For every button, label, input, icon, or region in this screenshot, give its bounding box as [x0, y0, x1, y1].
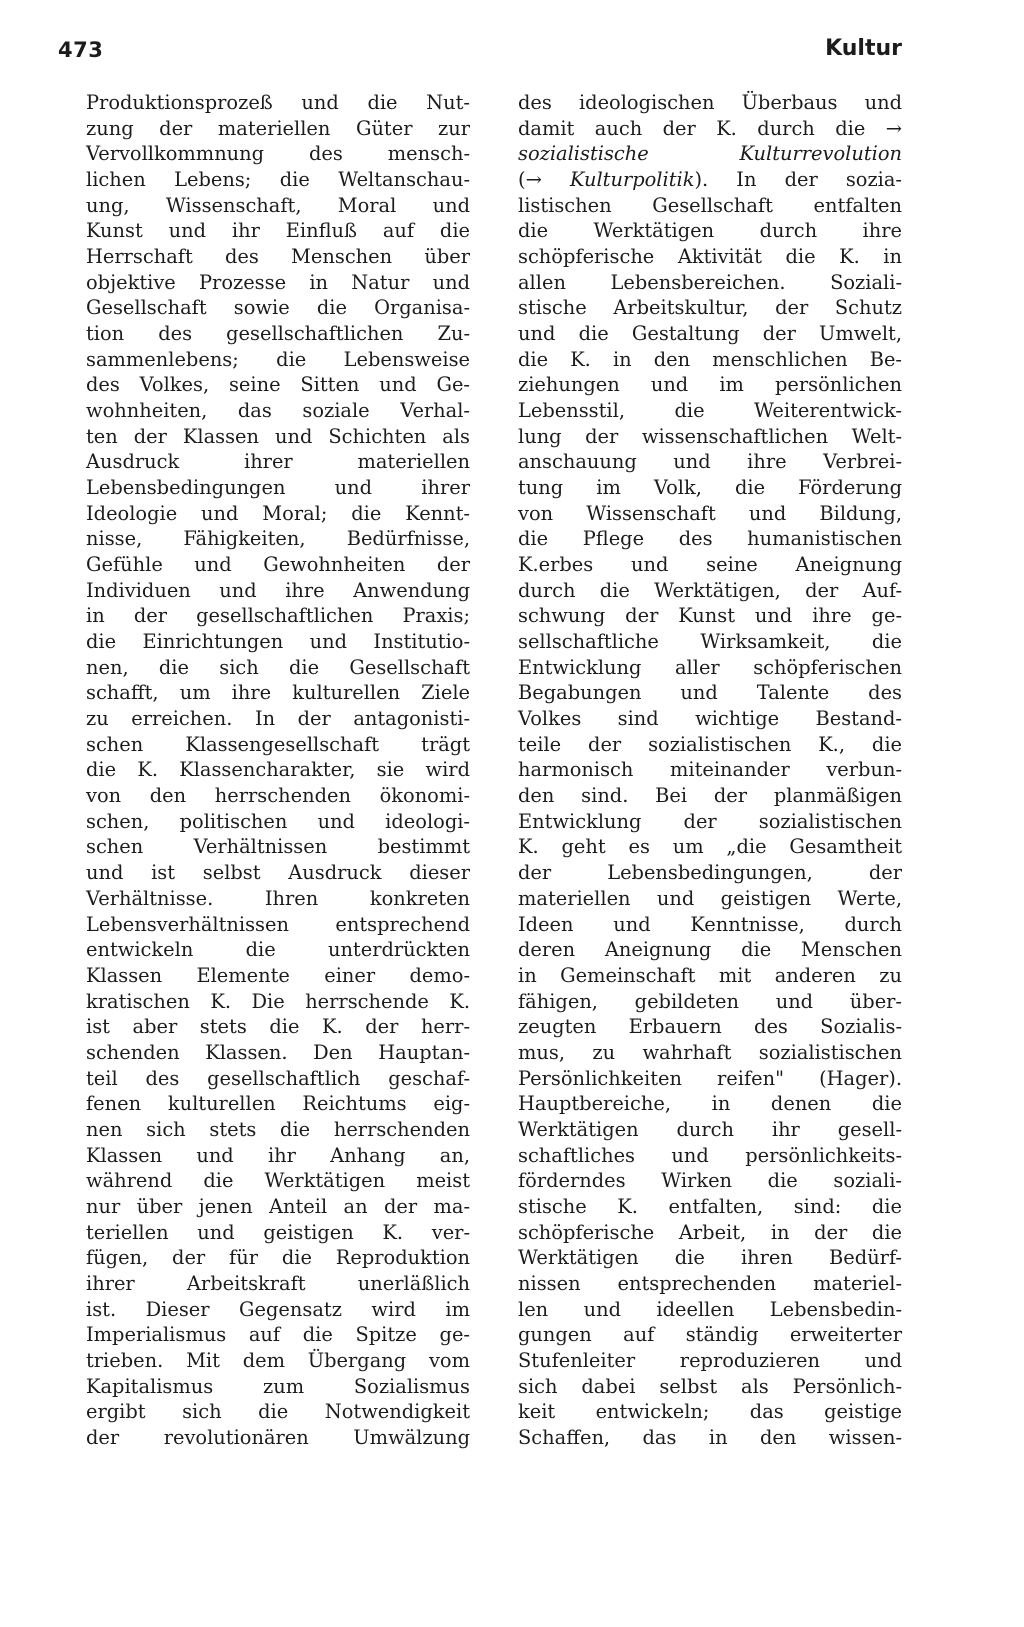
- text-line: lichen Lebens; die Weltanschau-: [86, 168, 470, 192]
- text-line: len und ideellen Lebensbedin-: [518, 1297, 902, 1321]
- text-line: schöpferische Aktivität die K. in: [518, 245, 902, 269]
- text-line: von den herrschenden ökonomi-: [86, 784, 470, 808]
- text-line: des Volkes, seine Sitten und Ge-: [86, 373, 470, 397]
- text-line: materiellen und geistigen Werte,: [518, 886, 902, 910]
- text-line: während die Werktätigen meist: [86, 1169, 470, 1193]
- text-line: nisse, Fähigkeiten, Bedürfnisse,: [86, 527, 470, 551]
- page-number: 473: [58, 38, 104, 62]
- text-line: schen, politischen und ideologi-: [86, 809, 470, 833]
- text-line: der Lebensbedingungen, der: [518, 861, 902, 885]
- text-line: zu erreichen. In der antagonisti-: [86, 707, 470, 731]
- text-line: die K. in den menschlichen Be-: [518, 347, 902, 371]
- text-line: listischen Gesellschaft entfalten: [518, 193, 902, 217]
- text-line: wohnheiten, das soziale Verhal-: [86, 399, 470, 423]
- left-column: [86, 90, 470, 1451]
- text-line: ist. Dieser Gegensatz wird im: [86, 1297, 470, 1321]
- text-line: Herrschaft des Menschen über: [86, 245, 470, 269]
- text-line: und die Gestaltung der Umwelt,: [518, 322, 902, 346]
- text-line: ihrer Arbeitskraft unerläßlich: [86, 1271, 470, 1295]
- text-line: deren Aneignung die Menschen: [518, 938, 902, 962]
- text-line: Hauptbereiche, in denen die: [518, 1092, 902, 1116]
- text-line: schenden Klassen. Den Hauptan-: [86, 1040, 470, 1064]
- text-line: zeugten Erbauern des Sozialis-: [518, 1015, 902, 1039]
- text-line: anschauung und ihre Verbrei-: [518, 450, 902, 474]
- text-line: fügen, der für die Reproduktion: [86, 1246, 470, 1270]
- text-line: Lebensverhältnissen entsprechend: [86, 912, 470, 936]
- text-line: den sind. Bei der planmäßigen: [518, 784, 902, 808]
- text-line: Begabungen und Talente des: [518, 681, 902, 705]
- text-line: entwickeln die unterdrückten: [86, 938, 470, 962]
- text-line: Klassen Elemente einer demo-: [86, 963, 470, 987]
- text-line: durch die Werktätigen, der Auf-: [518, 578, 902, 602]
- text-line: in der gesellschaftlichen Praxis;: [86, 604, 470, 628]
- text-line: Schaffen, das in den wissen-: [518, 1425, 902, 1449]
- text-line: die Einrichtungen und Institutio-: [86, 630, 470, 654]
- text-line: Entwicklung aller schöpferischen: [518, 655, 902, 679]
- text-line: die K. Klassencharakter, sie wird: [86, 758, 470, 782]
- text-line: schwung der Kunst und ihre ge-: [518, 604, 902, 628]
- text-line: Vervollkommnung des mensch-: [86, 142, 470, 166]
- text-line: K.erbes und seine Aneignung: [518, 553, 902, 577]
- text-line: Verhältnisse. Ihren konkreten: [86, 886, 470, 910]
- text-line: Kapitalismus zum Sozialismus: [86, 1374, 470, 1398]
- text-line: nur über jenen Anteil an der ma-: [86, 1194, 470, 1218]
- text-line: Lebensbedingungen und ihrer: [86, 476, 470, 500]
- text-line: ung, Wissenschaft, Moral und: [86, 193, 470, 217]
- text-line: Gesellschaft sowie die Organisa-: [86, 296, 470, 320]
- text-line: in Gemeinschaft mit anderen zu: [518, 963, 902, 987]
- text-line: Werktätigen die ihren Bedürf-: [518, 1246, 902, 1270]
- text-line: förderndes Wirken die soziali-: [518, 1169, 902, 1193]
- text-line: harmonisch miteinander verbun-: [518, 758, 902, 782]
- text-line: schen Klassengesellschaft trägt: [86, 732, 470, 756]
- text-line: die Werktätigen durch ihre: [518, 219, 902, 243]
- text-line: des ideologischen Überbaus und: [518, 91, 902, 114]
- text-line: trieben. Mit dem Übergang vom: [86, 1348, 470, 1372]
- text-line: Ausdruck ihrer materiellen: [86, 450, 470, 474]
- text-line: fähigen, gebildeten und über-: [518, 989, 902, 1013]
- text-line: zung der materiellen Güter zur: [86, 116, 470, 140]
- text-line: ist aber stets die K. der herr-: [86, 1015, 470, 1039]
- text-line: K. geht es um „die Gesamtheit: [518, 835, 902, 859]
- text-line: allen Lebensbereichen. Soziali-: [518, 270, 902, 294]
- text-line: Produktionsprozeß und die Nut-: [86, 91, 470, 114]
- text-line: Gefühle und Gewohnheiten der: [86, 553, 470, 577]
- text-line: Werktätigen durch ihr gesell-: [518, 1117, 902, 1141]
- text-line: teriellen und geistigen K. ver-: [86, 1220, 470, 1244]
- text-line: Entwicklung der sozialistischen: [518, 809, 902, 833]
- text-line: Imperialismus auf die Spitze ge-: [86, 1323, 470, 1347]
- text-line: schen Verhältnissen bestimmt: [86, 835, 470, 859]
- text-line: tung im Volk, die Förderung: [518, 476, 902, 500]
- text-line: lung der wissenschaftlichen Welt-: [518, 424, 902, 448]
- text-line: sich dabei selbst als Persönlich-: [518, 1374, 902, 1398]
- text-line: Klassen und ihr Anhang an,: [86, 1143, 470, 1167]
- right-column: [518, 90, 902, 1451]
- text-line: nen sich stets die herrschenden: [86, 1117, 470, 1141]
- text-line: Lebensstil, die Weiterentwick-: [518, 399, 902, 423]
- text-line: von Wissenschaft und Bildung,: [518, 501, 902, 525]
- text-line: Persönlichkeiten reifen" (Hager).: [518, 1066, 902, 1090]
- text-line: Kunst und ihr Einfluß auf die: [86, 219, 470, 243]
- text-line: keit entwickeln; das geistige: [518, 1400, 902, 1424]
- text-line: stische K. entfalten, sind: die: [518, 1194, 902, 1218]
- text-line: schöpferische Arbeit, in der die: [518, 1220, 902, 1244]
- text-line: tion des gesellschaftlichen Zu-: [86, 322, 470, 346]
- text-line: Individuen und ihre Anwendung: [86, 578, 470, 602]
- text-line: schaftliches und persönlichkeits-: [518, 1143, 902, 1167]
- text-line: nen, die sich die Gesellschaft: [86, 655, 470, 679]
- text-line: (→ Kulturpolitik). In der sozia-: [518, 168, 902, 192]
- text-line: die Pflege des humanistischen: [518, 527, 902, 551]
- text-line: objektive Prozesse in Natur und: [86, 270, 470, 294]
- text-line: sozialistische Kulturrevolution: [518, 142, 902, 166]
- text-line: damit auch der K. durch die →: [518, 116, 902, 140]
- text-line: kratischen K. Die herrschende K.: [86, 989, 470, 1013]
- text-line: nissen entsprechenden materiel-: [518, 1271, 902, 1295]
- text-line: ten der Klassen und Schichten als: [86, 424, 470, 448]
- text-line: fenen kulturellen Reichtums eig-: [86, 1092, 470, 1116]
- running-head: Kultur: [825, 36, 902, 61]
- text-line: sammenlebens; die Lebensweise: [86, 347, 470, 371]
- text-line: Ideologie und Moral; die Kennt-: [86, 501, 470, 525]
- text-line: Stufenleiter reproduzieren und: [518, 1348, 902, 1372]
- text-line: mus, zu wahrhaft sozialistischen: [518, 1040, 902, 1064]
- text-line: gungen auf ständig erweiterter: [518, 1323, 902, 1347]
- text-line: teile der sozialistischen K., die: [518, 732, 902, 756]
- text-line: teil des gesellschaftlich geschaf-: [86, 1066, 470, 1090]
- text-line: der revolutionären Umwälzung: [86, 1425, 470, 1449]
- text-line: Volkes sind wichtige Bestand-: [518, 707, 902, 731]
- text-line: ziehungen und im persönlichen: [518, 373, 902, 397]
- text-line: Ideen und Kenntnisse, durch: [518, 912, 902, 936]
- text-line: stische Arbeitskultur, der Schutz: [518, 296, 902, 320]
- text-line: sellschaftliche Wirksamkeit, die: [518, 630, 902, 654]
- text-line: ergibt sich die Notwendigkeit: [86, 1400, 470, 1424]
- text-line: und ist selbst Ausdruck dieser: [86, 861, 470, 885]
- text-line: schafft, um ihre kulturellen Ziele: [86, 681, 470, 705]
